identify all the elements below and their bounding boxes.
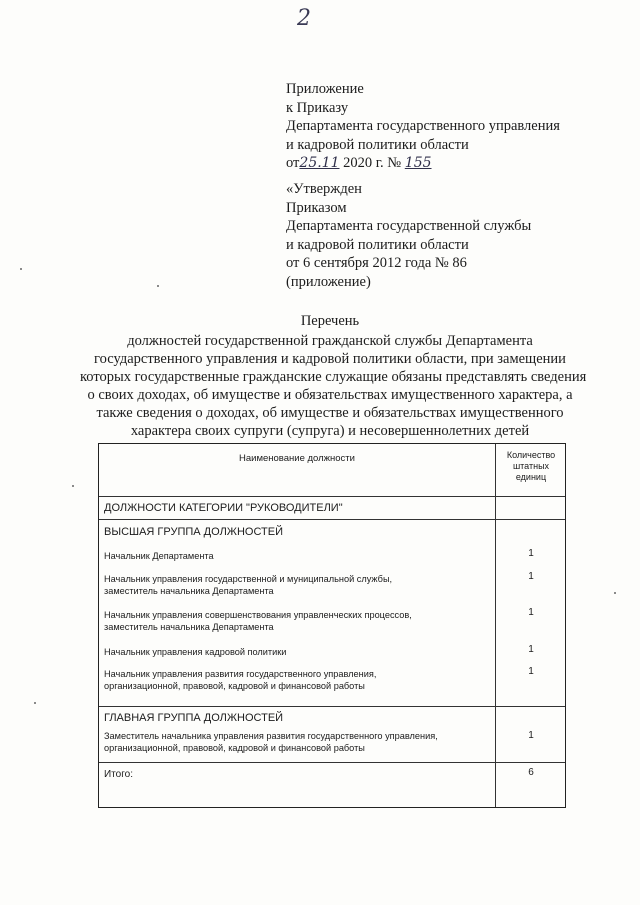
position-name-line: заместитель начальника Департамента	[104, 622, 274, 632]
document-title	[80, 312, 587, 440]
position-name: Начальник управления кадровой политики	[104, 647, 287, 657]
positions-table	[98, 443, 566, 808]
date-prefix: от	[286, 155, 300, 171]
position-name-line: Начальник управления государственной и муниципальной службы,	[104, 574, 393, 584]
handwritten-date: 25.11	[299, 155, 340, 171]
page-number: 2	[297, 6, 311, 31]
date-mid: 2020 г. №	[343, 155, 402, 171]
header-quantity-line: единиц	[515, 472, 547, 482]
table-header-row	[99, 444, 565, 494]
category-row	[99, 496, 565, 519]
handwritten-number: 155	[404, 155, 432, 171]
scan-speck	[34, 702, 36, 704]
position-name-line: Начальник управления развития государственного управления,	[104, 669, 377, 679]
total-quantity: 6	[528, 767, 534, 778]
position-name-line: Начальник управления совершенствования управленческих процессов,	[104, 610, 412, 620]
appendix-line: и кадровой политики области	[286, 136, 469, 153]
position-name	[104, 668, 489, 692]
scan-speck	[72, 485, 74, 487]
position-name-line: организационной, правовой, кадровой и финансовой работы	[104, 743, 365, 753]
position-quantity: 1	[528, 730, 534, 741]
position-name-line: Заместитель начальника управления развития государственного управления,	[104, 731, 438, 741]
appendix-date-line	[286, 154, 560, 173]
approved-line: и кадровой политики области	[286, 236, 469, 253]
position-name-line: организационной, правовой, кадровой и финансовой работы	[104, 681, 365, 691]
position-quantity: 1	[528, 607, 534, 618]
group-main-label: ГЛАВНАЯ ГРУППА ДОЛЖНОСТЕЙ	[104, 712, 284, 724]
appendix-block	[286, 80, 560, 173]
category-label: ДОЛЖНОСТИ КАТЕГОРИИ "РУКОВОДИТЕЛИ"	[104, 502, 343, 514]
approved-line: (приложение)	[286, 273, 371, 290]
header-quantity	[496, 450, 566, 483]
header-position-name: Наименование должности	[239, 453, 355, 464]
title-heading: Перечень	[300, 313, 360, 329]
appendix-line: Департамента государственного управления	[286, 118, 560, 134]
total-label: Итого:	[104, 769, 133, 780]
position-name-line: заместитель начальника Департамента	[104, 586, 274, 596]
appendix-line: к Приказу	[286, 99, 349, 116]
position-quantity: 1	[528, 666, 534, 677]
group-main-row	[99, 706, 565, 762]
scan-speck	[20, 268, 22, 270]
group-high-label: ВЫСШАЯ ГРУППА ДОЛЖНОСТЕЙ	[104, 526, 283, 538]
position-quantity: 1	[528, 571, 534, 582]
scan-speck	[157, 285, 159, 287]
title-line: характера своих супруги (супруга) и несовершеннолетних детей	[130, 423, 530, 439]
scan-speck	[614, 592, 616, 594]
group-high-row	[99, 519, 565, 706]
appendix-line: Приложение	[286, 81, 364, 97]
title-line: о своих доходах, об имуществе и обязательствах имущественного характера, а	[87, 387, 573, 403]
position-quantity: 1	[528, 548, 534, 559]
position-name: Начальник Департамента	[104, 551, 214, 561]
approved-line: Приказом	[286, 199, 347, 216]
position-name	[104, 609, 489, 633]
header-quantity-line: Количество	[506, 450, 556, 460]
title-line: должностей государственной гражданской службы Департамента	[127, 333, 533, 349]
approved-block	[286, 180, 531, 291]
header-quantity-line: штатных	[512, 461, 550, 471]
approved-line: «Утвержден	[286, 181, 362, 197]
title-line: также сведения о доходах, об имуществе и обязательствах имущественного	[96, 405, 564, 421]
total-row	[99, 762, 565, 808]
approved-line: Департамента государственной службы	[286, 218, 532, 234]
position-quantity: 1	[528, 644, 534, 655]
position-name	[104, 573, 489, 597]
approved-line: от 6 сентября 2012 года № 86	[286, 255, 467, 271]
title-line: которых государственные гражданские служащие обязаны представлять сведения	[80, 369, 587, 385]
title-line: государственного управления и кадровой политики области, при замещении	[94, 351, 566, 367]
position-name	[104, 730, 489, 754]
